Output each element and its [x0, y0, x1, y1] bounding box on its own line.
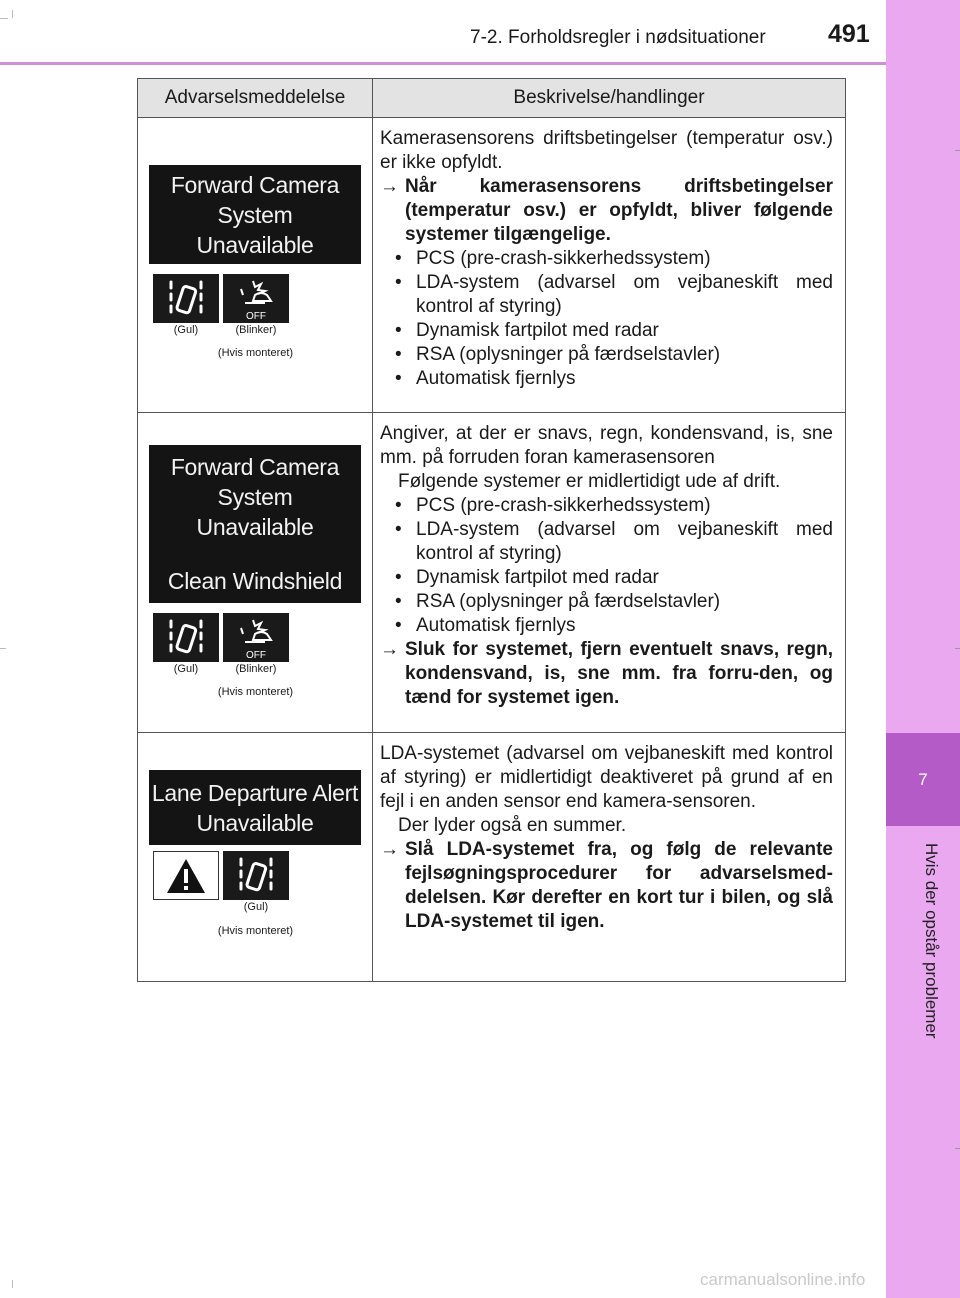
display-line: System	[217, 484, 293, 510]
description-cell	[373, 413, 846, 733]
list-item: • Automatisk fjernlys	[395, 615, 576, 636]
trim-mark	[12, 1280, 13, 1288]
if-equipped-note: (Hvis monteret)	[217, 925, 294, 937]
trim-mark	[12, 10, 13, 18]
system-list	[380, 247, 833, 391]
display-line: Forward Camera	[170, 171, 340, 198]
display-line: Unavailable	[196, 809, 314, 836]
arrow-icon: →	[380, 639, 399, 660]
list-item: • RSA (oplysninger på færdselstavler)	[395, 591, 721, 612]
warning-image-cell	[138, 413, 373, 733]
indicator-caption: (Blinker)	[235, 324, 277, 336]
lane-assist-icon	[153, 613, 219, 662]
column-header-message: Advarselsmeddelelse	[138, 79, 373, 118]
trim-mark	[955, 648, 960, 649]
pcs-off-icon	[223, 613, 289, 662]
chapter-number: 7	[886, 733, 960, 826]
description-sub: Følgende systemer er midlertidigt ude af drift.	[398, 471, 781, 492]
svg-text:OFF: OFF	[246, 649, 266, 660]
column-header-description: Beskrivelse/handlinger	[373, 79, 846, 118]
multi-info-display	[149, 165, 361, 264]
chapter-side-tab	[886, 0, 960, 1298]
list-item: • RSA (oplysninger på færdselstavler)	[395, 344, 721, 365]
system-list	[380, 494, 833, 638]
lane-assist-icon	[223, 851, 289, 900]
description-intro: LDA-systemet (advarsel om vejbaneskift med kontrol af styring) er midlertidigt deaktiveret på grund af en fejl i en anden sensor end kamera-sensoren.	[380, 743, 833, 812]
description-sub: Der lyder også en summer.	[398, 815, 627, 836]
trim-mark	[0, 18, 8, 19]
lane-assist-icon	[153, 274, 219, 323]
trim-mark	[955, 150, 960, 151]
multi-info-display	[149, 770, 361, 845]
display-line: System	[217, 201, 293, 228]
arrow-icon: →	[380, 176, 399, 197]
trim-mark	[0, 648, 6, 649]
action-text: Sluk for systemet, fjern eventuelt snavs, regn, kondensvand, is, sne mm. fra forru-den, og tænd for systemet igen.	[405, 639, 833, 708]
table-row	[138, 733, 846, 982]
trim-mark	[955, 1148, 960, 1149]
display-line: Forward Camera	[170, 454, 340, 480]
list-item: • Dynamisk fartpilot med radar	[395, 320, 659, 341]
list-item: • LDA-system (advarsel om vejbaneskift med kontrol af styring)	[395, 519, 833, 564]
multi-info-display	[149, 445, 361, 603]
description-cell	[373, 118, 846, 413]
description-intro: Angiver, at der er snavs, regn, kondensvand, is, sne mm. på forruden foran kamerasensoren	[380, 423, 833, 468]
watermark: carmanualsonline.info	[700, 1270, 866, 1289]
list-item: • Dynamisk fartpilot med radar	[395, 567, 659, 588]
chapter-title: Hvis der opstår problemer	[922, 843, 941, 1039]
table-header-row	[138, 79, 846, 118]
table-row	[138, 118, 846, 413]
list-item: • PCS (pre-crash-sikkerhedssystem)	[395, 495, 711, 516]
section-title: 7-2. Forholdsregler i nødsituationer	[470, 27, 766, 48]
warning-image-cell	[138, 118, 373, 413]
arrow-icon: →	[380, 839, 399, 860]
action-step	[380, 838, 833, 934]
if-equipped-note: (Hvis monteret)	[217, 347, 294, 359]
display-line: Clean Windshield	[167, 568, 343, 594]
action-text: Når kamerasensorens driftsbetingelser (temperatur osv.) er opfyldt, bliver følgende systemer tilgængelige.	[405, 176, 833, 245]
display-line: Unavailable	[196, 514, 314, 540]
indicator-caption: (Blinker)	[235, 663, 277, 675]
list-item: • PCS (pre-crash-sikkerhedssystem)	[395, 248, 711, 269]
pcs-off-icon	[223, 274, 289, 323]
description-intro: Kamerasensorens driftsbetingelser (temperatur osv.) er ikke opfyldt.	[380, 128, 833, 173]
svg-text:OFF: OFF	[246, 310, 266, 321]
display-line: Lane Departure Alert	[151, 779, 359, 806]
table-row	[138, 413, 846, 733]
indicator-caption: (Gul)	[243, 901, 269, 913]
action-step	[380, 638, 833, 710]
display-line: Unavailable	[196, 231, 314, 258]
indicator-caption: (Gul)	[173, 663, 199, 675]
action-step	[380, 175, 833, 247]
page-number: 491	[828, 20, 870, 48]
if-equipped-note: (Hvis monteret)	[217, 686, 294, 698]
warning-message-table	[137, 78, 846, 982]
action-text: Slå LDA-systemet fra, og følg de relevante fejlsøgningsprocedurer for advarselsmed-delelsen. Kør derefter en kort tur i bilen, og slå LDA-systemet til igen.	[405, 839, 833, 932]
description-cell	[373, 733, 846, 982]
indicator-caption: (Gul)	[173, 324, 199, 336]
header-rule	[0, 62, 886, 65]
warning-triangle-icon	[153, 851, 219, 900]
warning-image-cell	[138, 733, 373, 982]
list-item: • LDA-system (advarsel om vejbaneskift med kontrol af styring)	[395, 272, 833, 317]
list-item: • Automatisk fjernlys	[395, 368, 576, 389]
